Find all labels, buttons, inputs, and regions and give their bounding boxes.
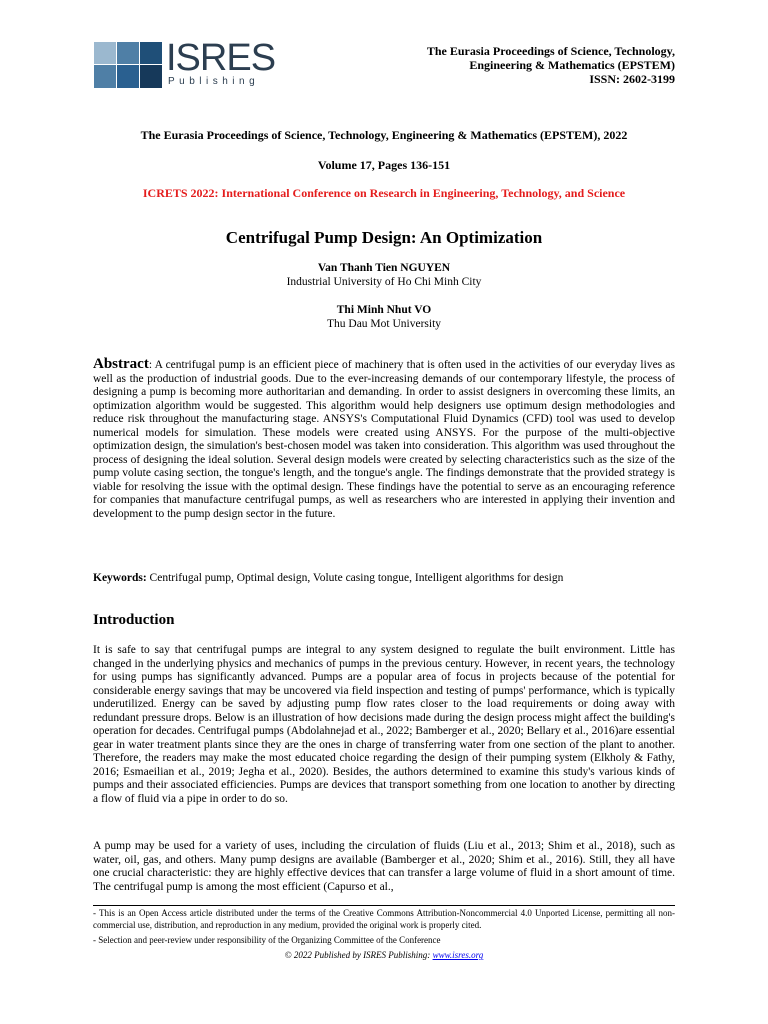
keywords-label: Keywords: [93,572,147,584]
author-name: Van Thanh Tien NGUYEN [317,262,451,274]
keywords [93,572,675,584]
abstract-text: : A centrifugal pump is an efficient piece of machinery that is often used in the activities of our everyday lives as well as the production of industrial goods. Due to the ever-increasing demands of our contemporary lifestyle, the process of designing a pump is becoming more authoritarian and demanding. In order to assist designers in overcoming these limits, an optimization algorithm would be suggested. This algorithm would help designers use optimum design methodologies and reduce risk throughout the manufacturing stage. ANSYS's Computational Fluid Dynamics (CFD) tool was used to develop numerical models for simulation. These models were created using ANSYS. For the purpose of the multi-objective optimization design, the simulation's best-chosen model was taken into consideration. This algorithm was used throughout the process of designing the ideal solution. Several design models were created by selecting characteristics such as the size of the pump volute casing section, the tongue's length, and the tongue's angle. The findings demonstrate that the provided strategy is viable for resolving the issue with the optimal design. These findings have the potential to serve as an encouraging reference for companies that manufacture centrifugal pumps, as well as researchers who are interested in applying their invention and development to the pump design sector in the future. [93,359,675,520]
author-affiliation: Thu Dau Mot University [326,318,442,330]
abstract [93,358,675,521]
footnote-license: - This is an Open Access article distributed under the terms of the Creative Commons Attribution-Noncommercial 4.0 Unported License, permitting all non-commercial use, distribution, and reproduction in any medium, provided the original work is properly cited. [93,908,675,930]
author-name: Thi Minh Nhut VO [336,304,432,316]
journal-header [427,44,675,86]
isres-logo [94,37,276,88]
logo-mosaic-icon [94,42,162,88]
author-affiliation: Industrial University of Ho Chi Minh City [286,276,482,288]
conference-line: ICRETS 2022: International Conference on Research in Engineering, Technology, and Science [142,186,626,200]
paper-title: Centrifugal Pump Design: An Optimization [225,228,543,247]
proceedings-line: The Eurasia Proceedings of Science, Technology, Engineering & Mathematics (EPSTEM), 2022 [140,128,628,142]
footnote-review: - Selection and peer-review under responsibility of the Organizing Committee of the Conference [93,935,441,945]
volume-line: Volume 17, Pages 136-151 [317,158,451,172]
journal-header-line: The Eurasia Proceedings of Science, Technology, [426,44,675,58]
body-paragraph: A pump may be used for a variety of uses, including the circulation of fluids (Liu et al., 2013; Shim et al., 2018), such as water, oil, gas, and others. Many pump designs are available (Bamberger et al., 2020; Shim et al., 2016). Still, they all have one crucial characteristic: they are highly effective devices that can transfer a large volume of fluid in a short amount of time. The centrifugal pump is among the most efficient (Capurso et al., [93,840,675,893]
publisher-line [0,950,768,960]
journal-header-line: Engineering & Mathematics (EPSTEM) [469,58,675,72]
publisher-link[interactable]: www.isres.org [432,950,484,960]
logo-subtitle: Publishing [168,76,260,87]
abstract-label: Abstract [93,356,149,372]
body-paragraph: It is safe to say that centrifugal pumps are integral to any system designed to regulate the built environment. Little has changed in the underlying physics and mechanics of pumps in the previous century. However, in recent years, the technology for using pumps has significantly advanced. Pumps are a popular area of focus in projects because of the potential for considerable energy savings that may be uncovered via field inspection and testing of pumps' performance, which is typically underutilized. Energy can be saved by adjusting pump flow rates closer to the load requirements or doing away with redundant pressure drops. Below is an illustration of how decisions made during the design process might affect the building's operation for decades. Centrifugal pumps (Abdolahnejad et al., 2022; Bamberger et al., 2020; Bellary et al., 2016)are essential gear in water treatment plants since they are the ones in charge of transferring water from one section of the plant to another. Therefore, the readers may make the most educated choice regarding the design of their pumping system (Elkholy & Fathy, 2016; Esmaeilian et al., 2019; Jegha et al., 2020). Besides, the authors determined to examine this study's various kinds of pumps and their associated efficiencies. Pumps are devices that transport something from one location to another by directing a flow of fluid via a pipe in order to do so. [93,644,675,805]
logo-wordmark: ISRES [166,37,276,79]
publisher-text: © 2022 Published by ISRES Publishing: [284,950,433,960]
footnote-divider [93,905,675,906]
keywords-text: Centrifugal pump, Optimal design, Volute casing tongue, Intelligent algorithms for design [146,572,564,584]
issn-line: ISSN: 2602-3199 [589,72,675,86]
section-heading-introduction: Introduction [93,612,175,628]
